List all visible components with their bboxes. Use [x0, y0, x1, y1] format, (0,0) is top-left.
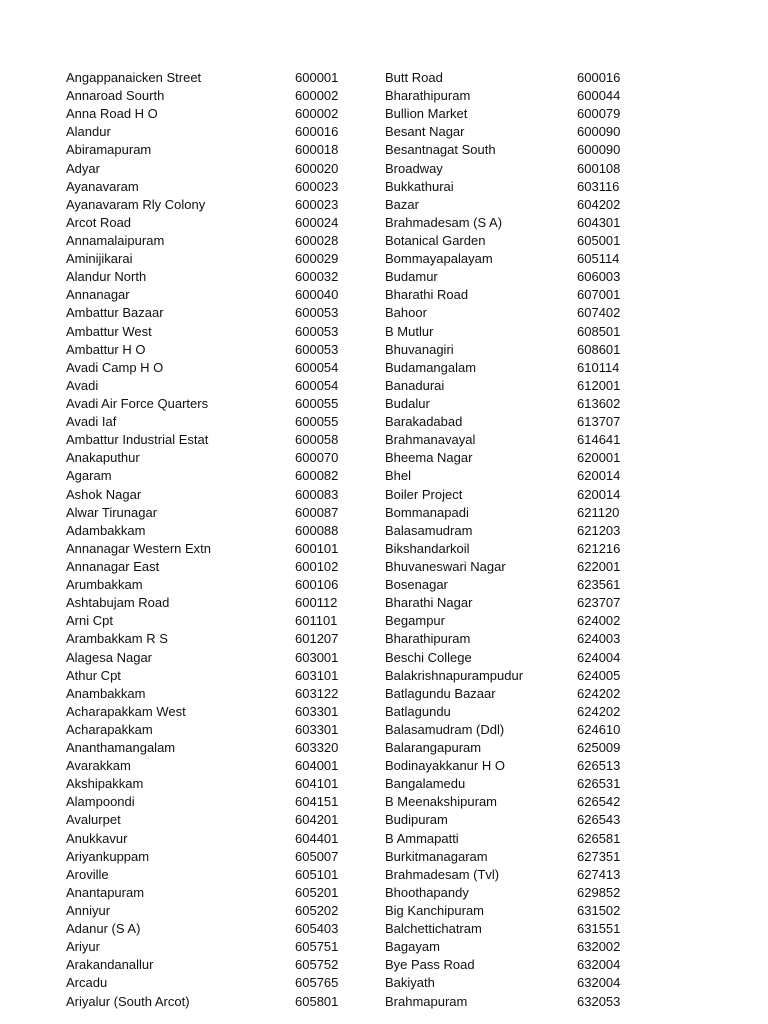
place-name: Adanur (S A): [66, 921, 141, 937]
pincode: 600082: [295, 468, 339, 484]
place-name: Avadi Camp H O: [66, 359, 164, 375]
place-name: Ayanavaram: [66, 178, 139, 194]
pincode: 600090: [577, 124, 621, 140]
pincode: 600023: [295, 178, 339, 194]
pincode: 621216: [577, 540, 621, 556]
pincode: 600053: [295, 341, 339, 357]
pincode: 623561: [577, 577, 621, 593]
place-name: Bharathi Nagar: [385, 595, 473, 611]
pincode: 600016: [577, 70, 621, 85]
place-name: Brahmanavayal: [385, 432, 476, 448]
place-name: Bahoor: [385, 305, 427, 321]
place-name: Adyar: [66, 160, 100, 176]
place-name: Ambattur Industrial Estat: [66, 432, 209, 448]
place-name: Bagayam: [385, 939, 440, 955]
place-name: Budipuram: [385, 812, 448, 828]
place-name: Akshipakkam: [66, 776, 144, 792]
place-name: Avarakkam: [66, 758, 131, 774]
place-name: Balasamudram: [385, 522, 473, 538]
pincode: 632002: [577, 939, 621, 955]
pincode: 623707: [577, 595, 621, 611]
place-name: Acharapakkam West: [66, 703, 186, 719]
pincode: 608601: [577, 341, 621, 357]
place-name: Barakadabad: [385, 414, 463, 430]
place-name: Butt Road: [385, 70, 443, 85]
place-name: Bommayapalayam: [385, 251, 493, 267]
place-name: Angappanaicken Street: [66, 70, 202, 85]
place-name: Anantapuram: [66, 884, 145, 900]
pincode: 624202: [577, 685, 621, 701]
pincode: 632004: [577, 975, 621, 991]
place-name: B Ammapatti: [385, 830, 459, 846]
place-name: Beschi College: [385, 649, 472, 665]
pincode: 624005: [577, 667, 621, 683]
pincode: 603122: [295, 685, 339, 701]
pincode: 631551: [577, 921, 621, 937]
pincode: 600102: [295, 558, 339, 574]
place-name: Arumbakkam: [66, 577, 143, 593]
pincode: 627413: [577, 866, 621, 882]
place-name: Bazar: [385, 196, 419, 212]
pincode: 621120: [577, 504, 620, 520]
pincode: 605765: [295, 975, 339, 991]
pincode: 600053: [295, 305, 339, 321]
pincode: 600023: [295, 196, 339, 212]
place-name: Ashtabujam Road: [66, 595, 170, 611]
right-pincode-column: [577, 69, 647, 1011]
pincode: 600101: [295, 540, 339, 556]
place-name: Ambattur West: [66, 323, 152, 339]
place-name: Athur Cpt: [66, 667, 121, 683]
pincode: 631502: [577, 903, 621, 919]
pincode: 627351: [577, 848, 621, 864]
left-name-column: [66, 69, 288, 1011]
pincode: 601207: [295, 631, 339, 647]
place-name: Bharathipuram: [385, 631, 471, 647]
place-name: Bye Pass Road: [385, 957, 475, 973]
pincode: 600090: [577, 142, 621, 158]
place-name: Budamangalam: [385, 359, 477, 375]
place-name: Annamalaipuram: [66, 232, 165, 248]
place-name: Bhoothapandy: [385, 884, 469, 900]
pincode: 614641: [577, 432, 621, 448]
place-name: Bukkathurai: [385, 178, 454, 194]
right-name-column: [385, 69, 570, 1011]
pincode: 626542: [577, 794, 621, 810]
place-name: Anniyur: [66, 903, 111, 919]
pincode: 604401: [295, 830, 339, 846]
place-name: Bhel: [385, 468, 412, 484]
place-name: Avadi: [66, 377, 99, 393]
place-name: Budamur: [385, 269, 438, 285]
place-name: Acharapakkam: [66, 721, 153, 737]
place-name: B Meenakshipuram: [385, 794, 497, 810]
pincode: 624610: [577, 721, 621, 737]
place-name: Balakrishnapurampudur: [385, 667, 524, 683]
place-name: Annanagar Western Extn: [66, 540, 212, 556]
place-name: Anna Road H O: [66, 106, 158, 122]
place-name: Brahmadesam (S A): [385, 214, 503, 230]
pincode: 603101: [295, 667, 339, 683]
pincode: 600055: [295, 414, 339, 430]
pincode: 626513: [577, 758, 621, 774]
place-name: Big Kanchipuram: [385, 903, 484, 919]
pincode: 600055: [295, 395, 339, 411]
place-name: B Mutlur: [385, 323, 434, 339]
place-name: Anakaputhur: [66, 450, 140, 466]
pincode: 629852: [577, 884, 621, 900]
pincode: 600054: [295, 377, 339, 393]
pincode: 603301: [295, 703, 339, 719]
pincode: 607402: [577, 305, 621, 321]
place-name: Batlagundu: [385, 703, 451, 719]
place-name: Bharathipuram: [385, 88, 471, 104]
place-name: Avalurpet: [66, 812, 121, 828]
place-name: Besant Nagar: [385, 124, 465, 140]
pincode: 600018: [295, 142, 339, 158]
pincode: 604201: [295, 812, 339, 828]
pincode: 606003: [577, 269, 621, 285]
place-name: Annanagar: [66, 287, 130, 303]
place-name: Boiler Project: [385, 486, 463, 502]
pincode: 605403: [295, 921, 339, 937]
place-name: Ananthamangalam: [66, 740, 176, 756]
place-name: Alampoondi: [66, 794, 135, 810]
place-name: Alandur North: [66, 269, 147, 285]
pincode: 624003: [577, 631, 621, 647]
pincode: 624202: [577, 703, 621, 719]
place-name: Begampur: [385, 613, 445, 629]
pincode: 626581: [577, 830, 621, 846]
place-name: Agaram: [66, 468, 112, 484]
pincode: 600044: [577, 88, 621, 104]
pincode: 603320: [295, 740, 339, 756]
place-name: Bosenagar: [385, 577, 448, 593]
place-name: Balarangapuram: [385, 740, 482, 756]
pincode: 600079: [577, 106, 621, 122]
pincode: 605007: [295, 848, 339, 864]
place-name: Annaroad Sourth: [66, 88, 165, 104]
place-name: Aroville: [66, 866, 109, 882]
place-name: Arni Cpt: [66, 613, 113, 629]
pincode: 600108: [577, 160, 621, 176]
place-name: Broadway: [385, 160, 443, 176]
place-name: Alwar Tirunagar: [66, 504, 158, 520]
place-name: Brahmadesam (Tvl): [385, 866, 500, 882]
place-name: Botanical Garden: [385, 232, 486, 248]
pincode: 622001: [577, 558, 621, 574]
pincode: 624004: [577, 649, 621, 665]
pincode: 604101: [295, 776, 339, 792]
place-name: Ariyur: [66, 939, 100, 955]
pincode: 600028: [295, 232, 339, 248]
place-name: Bhuvaneswari Nagar: [385, 558, 506, 574]
place-name: Bullion Market: [385, 106, 468, 122]
pincode: 605101: [295, 866, 339, 882]
place-name: Bhuvanagiri: [385, 341, 454, 357]
place-name: Bodinayakkanur H O: [385, 758, 505, 774]
pincode: 608501: [577, 323, 621, 339]
place-name: Burkitmanagaram: [385, 848, 488, 864]
pincode: 604202: [577, 196, 621, 212]
pincode: 605001: [577, 232, 621, 248]
place-name: Batlagundu Bazaar: [385, 685, 496, 701]
pincode: 626531: [577, 776, 621, 792]
pincode: 603001: [295, 649, 339, 665]
pincode: 621203: [577, 522, 621, 538]
place-name: Balchettichatram: [385, 921, 482, 937]
place-name: Bakiyath: [385, 975, 435, 991]
place-name: Ariyalur (South Arcot): [66, 993, 190, 1009]
pincode: 600083: [295, 486, 339, 502]
pincode: 600088: [295, 522, 339, 538]
place-name: Arambakkam R S: [66, 631, 168, 647]
place-name: Avadi Air Force Quarters: [66, 395, 209, 411]
place-name: Ambattur Bazaar: [66, 305, 164, 321]
place-name: Anukkavur: [66, 830, 128, 846]
pincode: 600070: [295, 450, 339, 466]
pincode: 600106: [295, 577, 339, 593]
pincode: 600024: [295, 214, 339, 230]
place-name: Ambattur H O: [66, 341, 146, 357]
pincode: 613707: [577, 414, 621, 430]
place-name: Bangalamedu: [385, 776, 466, 792]
pincode: 600087: [295, 504, 339, 520]
pincode: 600032: [295, 269, 339, 285]
pincode: 600054: [295, 359, 339, 375]
pincode: 612001: [577, 377, 621, 393]
pincode: 600002: [295, 88, 339, 104]
place-name: Brahmapuram: [385, 993, 468, 1009]
pincode: 600002: [295, 106, 339, 122]
place-name: Bommanapadi: [385, 504, 469, 520]
place-name: Arcot Road: [66, 214, 132, 230]
pincode: 624002: [577, 613, 621, 629]
pincode: 600058: [295, 432, 339, 448]
place-name: Arcadu: [66, 975, 108, 991]
pincode: 620001: [577, 450, 621, 466]
place-name: Budalur: [385, 395, 430, 411]
pincode: 604001: [295, 758, 339, 774]
pincode: 600029: [295, 251, 339, 267]
pincode: 625009: [577, 740, 621, 756]
place-name: Avadi Iaf: [66, 414, 117, 430]
place-name: Banadurai: [385, 377, 445, 393]
pincode: 601101: [295, 613, 338, 629]
pincode: 607001: [577, 287, 621, 303]
place-name: Aminijikarai: [66, 251, 133, 267]
pincode: 626543: [577, 812, 621, 828]
pincode: 620014: [577, 486, 621, 502]
pincode: 600112: [295, 595, 338, 611]
place-name: Bharathi Road: [385, 287, 469, 303]
place-name: Ariyankuppam: [66, 848, 150, 864]
pincode: 604151: [295, 794, 339, 810]
place-name: Adambakkam: [66, 522, 146, 538]
pincode: 605202: [295, 903, 339, 919]
place-name: Abiramapuram: [66, 142, 152, 158]
pincode: 632004: [577, 957, 621, 973]
pincode: 605114: [577, 251, 620, 267]
place-name: Annanagar East: [66, 558, 160, 574]
pincode: 604301: [577, 214, 621, 230]
place-name: Alandur: [66, 124, 111, 140]
pincode: 632053: [577, 993, 621, 1009]
pincode: 600001: [295, 70, 339, 85]
pincode: 600020: [295, 160, 339, 176]
place-name: Bikshandarkoil: [385, 540, 470, 556]
pincode: 605801: [295, 993, 339, 1009]
pincode: 600053: [295, 323, 339, 339]
pincode: 605752: [295, 957, 339, 973]
place-name: Bheema Nagar: [385, 450, 473, 466]
pincode: 605201: [295, 884, 339, 900]
place-name: Arakandanallur: [66, 957, 154, 973]
place-name: Anambakkam: [66, 685, 146, 701]
pincode: 620014: [577, 468, 621, 484]
pincode: 610114: [577, 359, 620, 375]
pincode: 605751: [295, 939, 339, 955]
place-name: Alagesa Nagar: [66, 649, 152, 665]
pincode: 603301: [295, 721, 339, 737]
place-name: Balasamudram (Ddl): [385, 721, 505, 737]
pincode: 600040: [295, 287, 339, 303]
pincode: 603116: [577, 178, 620, 194]
left-pincode-column: [295, 69, 365, 1011]
place-name: Ayanavaram Rly Colony: [66, 196, 206, 212]
place-name: Ashok Nagar: [66, 486, 142, 502]
place-name: Besantnagat South: [385, 142, 496, 158]
pincode: 613602: [577, 395, 621, 411]
pincode: 600016: [295, 124, 339, 140]
